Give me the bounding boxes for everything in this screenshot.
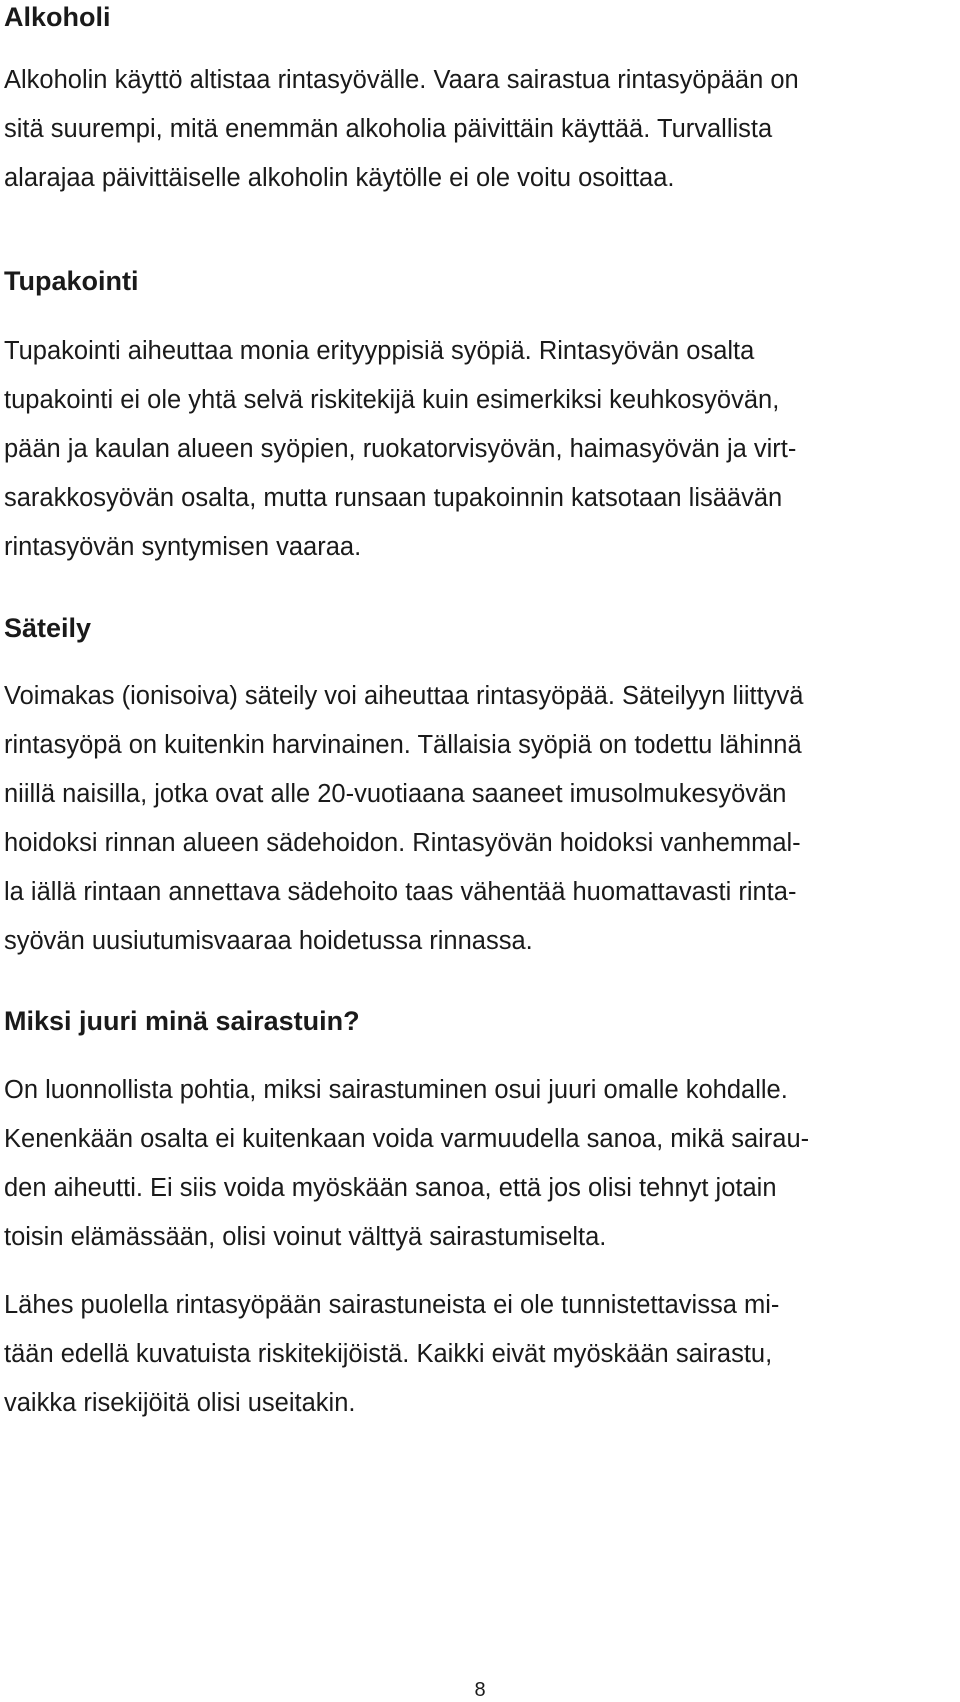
section-alkoholi xyxy=(4,0,956,34)
paragraph-line: Lähes puolella rintasyöpään sairastuneista ei ole tunnistettavissa mi- xyxy=(4,1291,780,1319)
paragraph-line: syövän uusiutumisvaaraa hoidetussa rinnassa. xyxy=(4,927,533,955)
paragraph-line: sitä suurempi, mitä enemmän alkoholia päivittäin käyttää. Turvallista xyxy=(4,115,773,143)
paragraph-line: Kenenkään osalta ei kuitenkaan voida varmuudella sanoa, mikä sairau- xyxy=(4,1125,810,1153)
paragraph-line: alarajaa päivittäiselle alkoholin käytölle ei ole voitu osoittaa. xyxy=(4,164,675,192)
section-miksi-body xyxy=(4,1066,956,1262)
section-alkoholi-body xyxy=(4,56,956,203)
paragraph-line: tupakointi ei ole yhtä selvä riskitekijä kuin esimerkiksi keuhkosyövän, xyxy=(4,386,780,414)
paragraph-line: Alkoholin käyttö altistaa rintasyövälle. Vaara sairastua rintasyöpään on xyxy=(4,66,799,94)
paragraph-line: rintasyövän syntymisen vaaraa. xyxy=(4,533,362,561)
section-heading: Säteily xyxy=(4,613,92,643)
section-sateily xyxy=(4,611,956,645)
paragraph-line: sarakkosyövän osalta, mutta runsaan tupakoinnin katsotaan lisäävän xyxy=(4,484,783,512)
paragraph-line: la iällä rintaan annettava sädehoito taas vähentää huomattavasti rinta- xyxy=(4,878,797,906)
section-miksi-body-2 xyxy=(4,1281,956,1428)
section-miksi xyxy=(4,1004,956,1038)
paragraph-line: den aiheutti. Ei siis voida myöskään sanoa, että jos olisi tehnyt jotain xyxy=(4,1174,777,1202)
paragraph-line: tään edellä kuvatuista riskitekijöistä. Kaikki eivät myöskään sairastu, xyxy=(4,1340,773,1368)
paragraph-line: pään ja kaulan alueen syöpien, ruokatorvisyövän, haimasyövän ja virt- xyxy=(4,435,797,463)
page-number: 8 xyxy=(474,1679,486,1701)
paragraph-line: toisin elämässään, olisi voinut välttyä sairastumiselta. xyxy=(4,1223,607,1251)
section-tupakointi-body xyxy=(4,327,956,572)
section-sateily-body xyxy=(4,672,956,966)
paragraph-line: On luonnollista pohtia, miksi sairastuminen osui juuri omalle kohdalle. xyxy=(4,1076,788,1104)
paragraph-line: rintasyöpä on kuitenkin harvinainen. Tällaisia syöpiä on todettu lähinnä xyxy=(4,731,802,759)
section-heading: Miksi juuri minä sairastuin? xyxy=(4,1006,360,1036)
paragraph-line: Tupakointi aiheuttaa monia erityyppisiä syöpiä. Rintasyövän osalta xyxy=(4,337,755,365)
section-heading: Tupakointi xyxy=(4,266,139,296)
paragraph-line: Voimakas (ionisoiva) säteily voi aiheuttaa rintasyöpää. Säteilyyn liittyvä xyxy=(4,682,804,710)
section-tupakointi xyxy=(4,264,956,298)
paragraph-line: vaikka risekijöitä olisi useitakin. xyxy=(4,1389,356,1417)
section-heading: Alkoholi xyxy=(4,2,111,32)
paragraph-line: hoidoksi rinnan alueen sädehoidon. Rintasyövän hoidoksi vanhemmal- xyxy=(4,829,801,857)
paragraph-line: niillä naisilla, jotka ovat alle 20-vuotiaana saaneet imusolmukesyövän xyxy=(4,780,787,808)
